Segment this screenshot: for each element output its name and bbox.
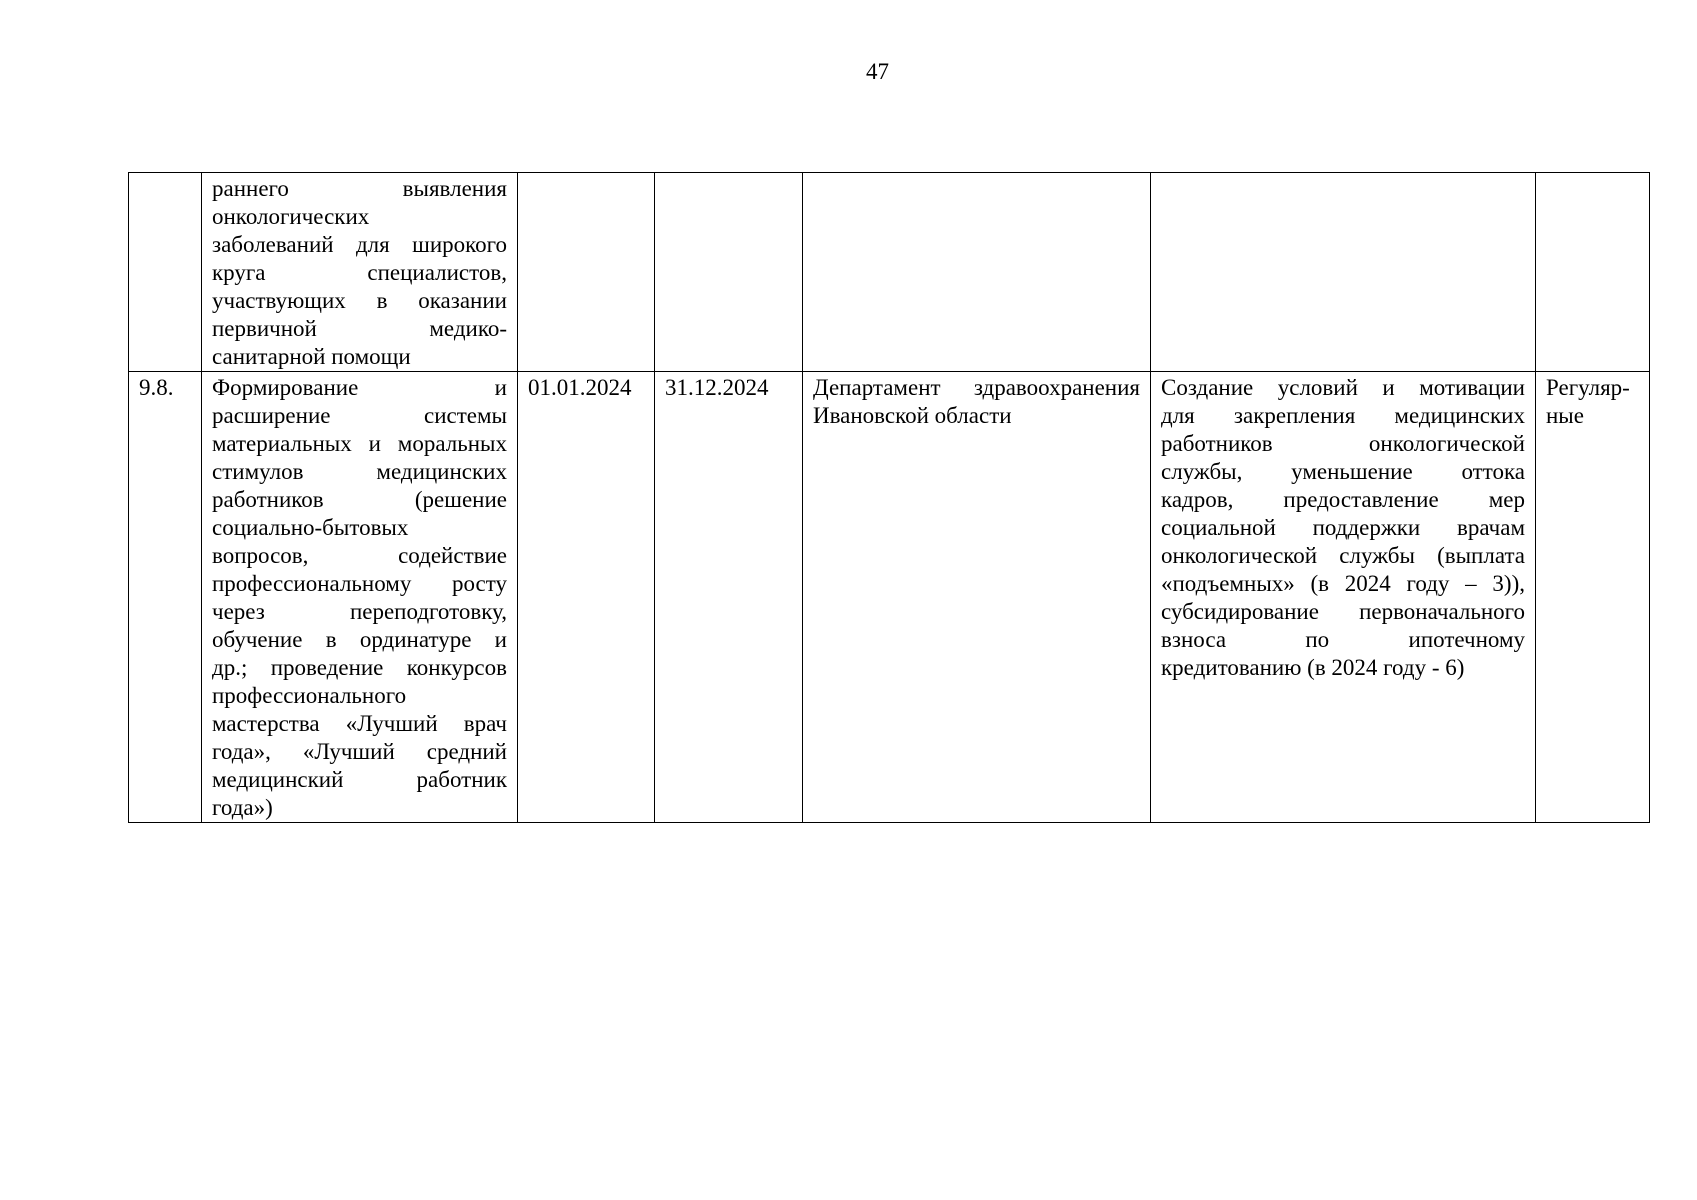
activity-name-text: [212, 175, 507, 371]
text-line: медицинский работник: [212, 767, 507, 792]
cell-activity-name: [202, 372, 518, 823]
table-row: [129, 173, 1650, 372]
frequency-text: [1546, 374, 1639, 430]
page-number: 47: [866, 59, 889, 84]
text-line: обучение в ординатуре и: [212, 627, 507, 652]
text-line: года»): [212, 795, 273, 820]
text-line: субсидирование первоначального: [1161, 599, 1525, 624]
text-line: социально-бытовых: [212, 515, 409, 540]
text-line: Департамент здравоохранения: [813, 375, 1140, 400]
text-line: Ивановской области: [813, 403, 1012, 428]
responsible-text: [813, 374, 1140, 430]
cell-responsible: [803, 173, 1151, 372]
text-line: стимулов медицинских: [212, 459, 507, 484]
text-line: др.; проведение конкурсов: [212, 655, 507, 680]
text-line: материальных и моральных: [212, 431, 507, 456]
text-line: работников онкологической: [1161, 431, 1525, 456]
cell-frequency: [1536, 173, 1650, 372]
text-line: социальной поддержки врачам: [1161, 515, 1525, 540]
text-line: онкологической службы (выплата: [1161, 543, 1525, 568]
text-line: Регуляр-: [1546, 375, 1630, 400]
cell-start-date: 01.01.2024: [518, 372, 655, 823]
text-line: взноса по ипотечному: [1161, 627, 1525, 652]
text-line: кредитованию (в 2024 году - 6): [1161, 655, 1465, 680]
text-line: вопросов, содействие: [212, 543, 507, 568]
text-line: онкологических: [212, 204, 370, 229]
text-line: мастерства «Лучший врач: [212, 711, 507, 736]
text-line: для закрепления медицинских: [1161, 403, 1525, 428]
cell-frequency: [1536, 372, 1650, 823]
text-line: участвующих в оказании: [212, 288, 507, 313]
text-line: Формирование и: [212, 375, 507, 400]
text-line: через переподготовку,: [212, 599, 507, 624]
text-line: работников (решение: [212, 487, 507, 512]
text-line: «подъемных» (в 2024 году – 3)),: [1161, 571, 1525, 596]
table-row: [129, 372, 1650, 823]
cell-expected-result: [1151, 173, 1536, 372]
text-line: года», «Лучший средний: [212, 739, 507, 764]
text-line: службы, уменьшение оттока: [1161, 459, 1525, 484]
cell-number: 9.8.: [129, 372, 202, 823]
text-line: профессиональному росту: [212, 571, 507, 596]
cell-activity-name: [202, 173, 518, 372]
text-line: Создание условий и мотивации: [1161, 375, 1525, 400]
activities-table: [128, 172, 1650, 823]
text-line: первичной медико-: [212, 316, 507, 341]
cell-start-date: [518, 173, 655, 372]
text-line: круга специалистов,: [212, 260, 507, 285]
text-line: ные: [1546, 403, 1584, 428]
cell-number: [129, 173, 202, 372]
text-line: заболеваний для широкого: [212, 232, 507, 257]
text-line: расширение системы: [212, 403, 507, 428]
cell-expected-result: [1151, 372, 1536, 823]
text-line: санитарной помощи: [212, 344, 411, 369]
cell-responsible: [803, 372, 1151, 823]
cell-end-date: [655, 173, 803, 372]
expected-result-text: [1161, 374, 1525, 682]
text-line: кадров, предоставление мер: [1161, 487, 1525, 512]
activity-name-text: [212, 374, 507, 822]
cell-end-date: 31.12.2024: [655, 372, 803, 823]
text-line: раннего выявления: [212, 176, 507, 201]
text-line: профессионального: [212, 683, 407, 708]
